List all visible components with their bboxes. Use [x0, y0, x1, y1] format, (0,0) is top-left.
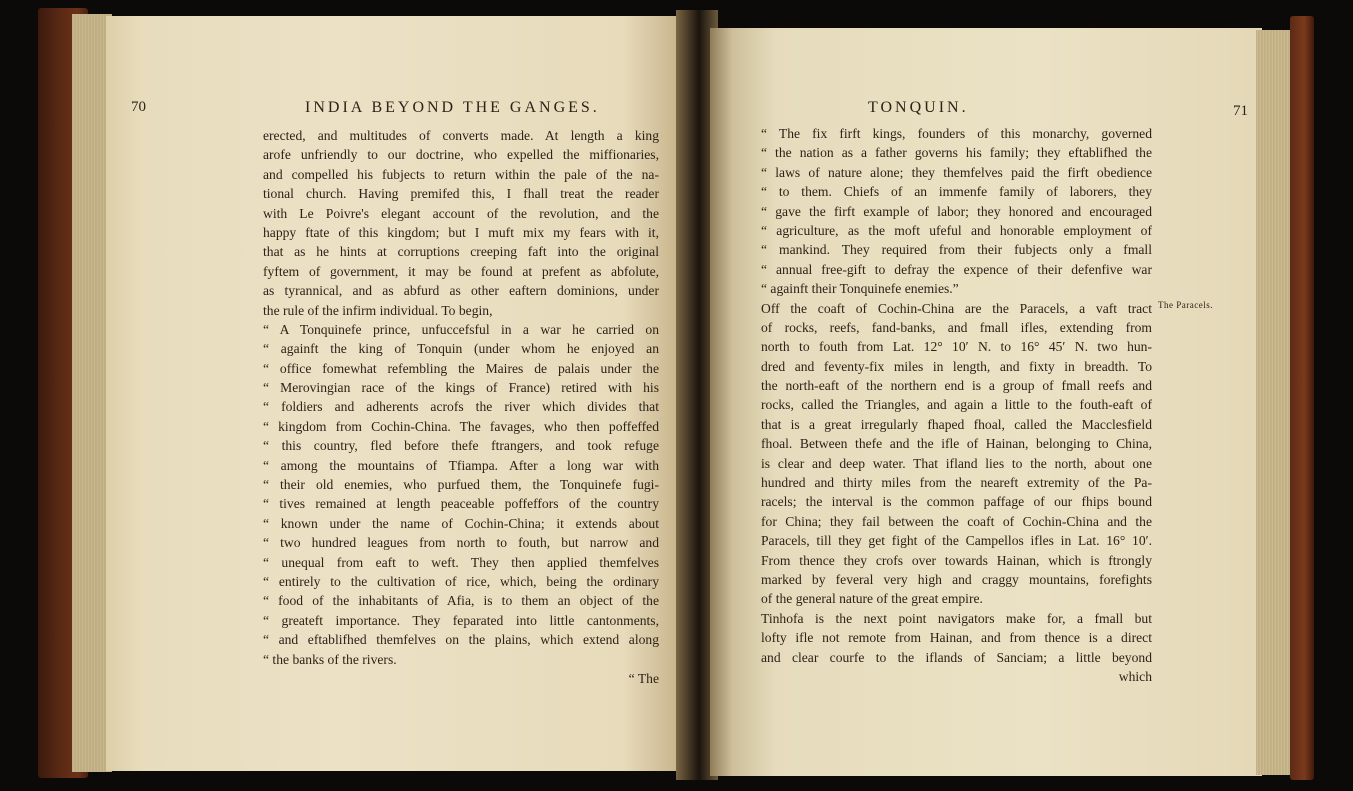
text-line: “ againft the king of Tonquin (under whom he enjoyed an — [263, 341, 659, 357]
text-line: the north-eaft of the northern end is a group of fmall reefs and — [761, 378, 1152, 394]
text-line: “ greateft importance. They feparated into little cantonments, — [263, 612, 659, 628]
text-line: “ agriculture, as the moft ufeful and honorable employment of — [761, 222, 1152, 238]
text-line: From thence they crofs over towards Hainan, which is ftrongly — [761, 552, 1152, 568]
text-line: Tinhofa is the next point navigators make for, a fmall but — [761, 610, 1152, 626]
catchword: “ The — [628, 670, 659, 686]
text-line: rocks, called the Triangles, and again a little to the fouth-eaft of — [761, 397, 1152, 413]
text-line: tional church. Having premifed this, I fhall treat the reader — [263, 186, 659, 202]
text-line: and clear courfe to the iflands of Sanciam; a little beyond — [761, 649, 1152, 665]
right-page-number: 71 — [1233, 103, 1248, 119]
left-page-number: 70 — [131, 99, 146, 115]
text-line: arofe unfriendly to our doctrine, who expelled the miffionaries, — [263, 147, 659, 163]
text-line: hundred and thirty miles from the neareft extremity of the Pa- — [761, 475, 1152, 491]
text-line: fhoal. Between thefe and the ifle of Hainan, belonging to China, — [761, 436, 1152, 452]
right-cover-board — [1290, 16, 1314, 780]
text-line: with Le Poivre's elegant account of the revolution, and the — [263, 205, 659, 221]
text-line: marked by feveral very high and craggy mountains, forefights — [761, 571, 1152, 587]
text-line: as tyrannical, and as abfurd as other eaftern dominions, under — [263, 283, 659, 299]
left-page-body — [263, 126, 659, 688]
text-line: “ among the mountains of Tfiampa. After a long war with — [263, 457, 659, 473]
text-line: Paracels, till they get fight of the Campellos ifles in Lat. 16° 10′. — [761, 533, 1152, 549]
text-line: “ to them. Chiefs of an immenfe family of laborers, they — [761, 184, 1152, 200]
text-line: and compelled his fubjects to return within the pale of the na- — [263, 166, 659, 182]
text-line: of rocks, reefs, fand-banks, and fmall ifles, extending from — [761, 319, 1152, 335]
right-running-head: TONQUIN. — [868, 99, 969, 116]
text-line: “ food of the inhabitants of Afia, is to them an object of the — [263, 593, 659, 609]
text-line: fyftem of government, it may be found at prefent as abfolute, — [263, 263, 659, 279]
text-line: “ laws of nature alone; they themfelves paid the firft obedience — [761, 164, 1152, 180]
margin-note: The Paracels. — [1158, 300, 1213, 310]
text-line: “ annual free-gift to defray the expence of their defenfive war — [761, 261, 1152, 277]
text-line: “ this country, fled before thefe ftrangers, and took refuge — [263, 438, 659, 454]
text-line: “ tives remained at length peaceable poffeffors of the country — [263, 496, 659, 512]
catchword: which — [1118, 668, 1152, 684]
text-line: “ their old enemies, who purfued them, the Tonquinefe fugi- — [263, 477, 659, 493]
text-line: “ the nation as a father governs his family; they eftablifhed the — [761, 145, 1152, 161]
text-line: “ office fomewhat refembling the Maires de palais under the — [263, 360, 659, 376]
text-line: dred and feventy-fix miles in length, and fixty in breadth. To — [761, 358, 1152, 374]
text-line: is clear and deep water. That ifland lies to the north, about one — [761, 455, 1152, 471]
text-line: “ and eftablifhed themfelves on the plains, which extend along — [263, 632, 659, 648]
text-line: erected, and multitudes of converts made. At length a king — [263, 128, 659, 143]
text-line: that is a great irregularly fhaped fhoal, called the Macclesfield — [761, 416, 1152, 432]
text-line: “ unequal from eaft to weft. They then applied themfelves — [263, 554, 659, 570]
left-running-head: INDIA BEYOND THE GANGES. — [305, 99, 600, 116]
text-line: “ kingdom from Cochin-China. The favages, who then poffeffed — [263, 418, 659, 434]
text-line: “ known under the name of Cochin-China; it extends about — [263, 515, 659, 531]
text-line: “ The fix firft kings, founders of this monarchy, governed — [761, 126, 1152, 141]
text-line: north to fouth from Lat. 12° 10′ N. to 16° 45′ N. two hun- — [761, 339, 1152, 355]
text-line: “ againft their Tonquinefe enemies.” — [761, 281, 959, 297]
right-page-body — [761, 124, 1152, 686]
text-line: lofty ifle not remote from Hainan, and from thence is a direct — [761, 630, 1152, 646]
text-line: happy ftate of this kingdom; but I muft mix my fears with it, — [263, 224, 659, 240]
text-line: “ the banks of the rivers. — [263, 651, 397, 667]
text-line: for China; they fail between the coaft of Cochin-China and the — [761, 513, 1152, 529]
text-line: racels; the interval is the common paffage of our fhips bound — [761, 494, 1152, 510]
text-line: “ Merovingian race of the kings of France) retired with his — [263, 380, 659, 396]
text-line: “ foldiers and adherents acrofs the river which divides that — [263, 399, 659, 415]
text-line: “ entirely to the cultivation of rice, which, being the ordinary — [263, 573, 659, 589]
text-line: “ two hundred leagues from north to fouth, but narrow and — [263, 535, 659, 551]
text-line: “ gave the firft example of labor; they honored and encouraged — [761, 203, 1152, 219]
text-line: “ mankind. They required from their fubjects only a fmall — [761, 242, 1152, 258]
text-line: “ A Tonquinefe prince, unfuccefsful in a war he carried on — [263, 321, 659, 337]
text-line: Off the coaft of Cochin-China are the Paracels, a vaft tract — [761, 300, 1152, 316]
text-line: the rule of the infirm individual. To begin, — [263, 302, 493, 318]
text-line: that as he hints at corruptions creeping faft into the original — [263, 244, 659, 260]
text-line: of the general nature of the great empire. — [761, 591, 983, 607]
